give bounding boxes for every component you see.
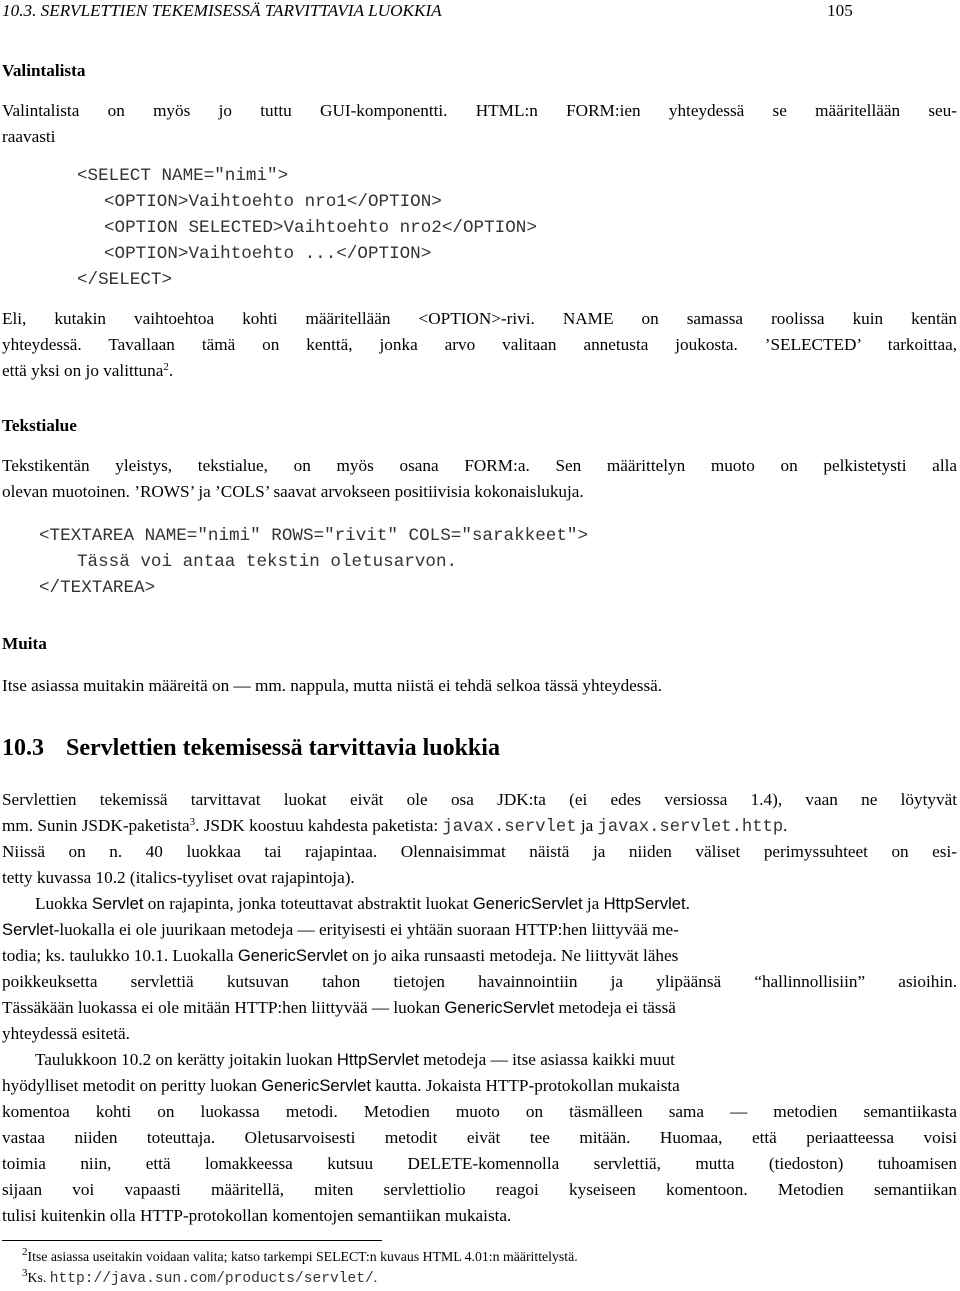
code-line: Tässä voi antaa tekstin oletusarvon. [77,552,458,572]
code-line: <OPTION>Vaihtoehto nro1</OPTION> [104,192,442,212]
text-line: raavasti [2,127,56,146]
text-line: Tekstikentän yleistys, tekstialue, on myös osana FORM:a. Sen määrittelyn muoto on pelkistetysti alla [2,456,957,475]
text-line: toimia niin, että lomakkeessa kutsuu DELETE-komennolla servlettiä, mutta (tiedoston) tuhoamisen [2,1154,957,1173]
text-fragment: että yksi on jo valittuna [2,361,164,380]
text-fragment: metodeja ei tässä [554,998,676,1017]
text-line [2,309,957,329]
text-fragment: mm. Sunin JSDK-paketista [2,816,190,835]
class-name: GenericServlet [237,946,348,965]
header-section-title: 10.3. SERVLETTIEN TEKEMISESSÄ TARVITTAVIA LUOKKIA [2,1,442,20]
text-line: sijaan voi vapaasti määritellä, miten servlettiolio reagoi kyseiseen komentoon. Metodien semantiikan [2,1180,957,1199]
text-line: yhteydessä esitetä. [2,1024,130,1043]
text-line [2,335,957,355]
code-line: <TEXTAREA NAME="nimi" ROWS="rivit" COLS="sarakkeet"> [39,526,589,546]
text-fragment: . [783,816,788,835]
code-line: <SELECT NAME="nimi"> [77,166,289,186]
text-fragment: . [168,361,174,380]
text-line: Servlettien tekemissä tarvittavat luokat eivät ole osa JDK:ta (ei edes versiossa 1.4), vaan ne löytyvät [2,790,957,809]
class-name: HttpServlet [603,894,686,913]
class-name: GenericServlet [472,894,583,913]
text-line [2,1076,680,1096]
footnote-ref: 2 [163,361,169,373]
text-line: Eli, kutakin vaihtoehtoa kohti määritellään <OPTION>-rivi. NAME on samassa roolissa kuin kentän [2,309,957,328]
heading-valintalista: Valintalista [2,61,86,80]
class-name: GenericServlet [444,998,555,1017]
text-fragment: ja [582,894,604,913]
page-number: 105 [827,1,853,20]
footnote-text: Itse asiassa useitakin voidaan valita; katso tarkempi SELECT:n kuvaus HTML 4.01:n määrittelystä. [27,1249,578,1264]
text-line: tetty kuvassa 10.2 (italics-tyyliset ovat rajapintoja). [2,868,355,887]
section-heading [2,734,500,762]
text-line: poikkeuksetta servlettiä kutsuvan tahon tietojen havainnointiin ja ylipäänsä “hallinnollisiin” asioihin. [2,972,957,991]
text-line [2,790,957,810]
text-line [2,946,678,966]
footnote-text: Ks. [27,1270,50,1285]
text-fragment: . [685,894,690,913]
text-fragment: Tässäkään luokassa ei ole mitään HTTP:hen liittyvää — luokan [2,998,445,1017]
class-name: GenericServlet [261,1076,371,1095]
footnote-text: . [373,1270,378,1285]
footnote-mark: 3 [22,1267,28,1279]
footnote-mark: 2 [22,1246,28,1258]
text-line: olevan muotoinen. ’ROWS’ ja ’COLS’ saavat arvokseen positiivisia kokonaislukuja. [2,482,584,501]
text-fragment: hyödylliset metodit on peritty luokan [2,1076,262,1095]
text-fragment: metodeja — itse asiassa kaikki muut [419,1050,675,1069]
package-name: javax.servlet.http [597,818,784,837]
class-name: Servlet [2,920,54,939]
text-line: Niissä on n. 40 luokkaa tai rajapintaa. Olennaisimmat näistä ja niiden väliset perimyssuhteet on esi- [2,842,957,861]
text-line [2,361,173,381]
heading-tekstialue: Tekstialue [2,416,77,435]
text-fragment: on jo aika runsaasti metodeja. Ne liittyvät lähes [347,946,679,965]
text-fragment: -luokalla ei ole juurikaan metodeja — erityisesti ei yhtään suoraan HTTP:hen liittyvää me- [53,920,679,939]
valintalista-intro [2,101,957,121]
heading-muita: Muita [2,634,47,653]
footnote-ref: 3 [189,816,196,828]
text-fragment: ja [576,816,598,835]
text-line: yhteydessä. Tavallaan tämä on kenttä, jonka arvo valitaan annetusta joukosta. ’SELECTED’ tarkoittaa, [2,335,957,354]
running-header [2,1,957,21]
text-line: vastaa niiden toteuttaja. Oletusarvoisesti metodit eivät tee mitään. Huomaa, että periaatteessa voisi [2,1128,957,1147]
footnote-2 [22,1246,578,1265]
text-line [2,1102,957,1122]
text-fragment: todia; ks. taulukko 10.1. Luokalla [2,946,238,965]
section-number: 10.3 [2,735,44,761]
text-fragment: kautta. Jokaista HTTP-protokollan mukaista [370,1076,680,1095]
text-line [2,1154,957,1174]
footnote-url[interactable]: http://java.sun.com/products/servlet/ [49,1271,374,1287]
footnote-3 [22,1267,378,1287]
text-fragment: Luokka [35,894,92,913]
text-fragment: Taulukkoon 10.2 on kerätty joitakin luokan [35,1050,337,1069]
text-line [2,1128,957,1148]
text-line: tulisi kuitenkin olla HTTP-protokollan komentojen semantiikan mukaista. [2,1206,512,1225]
text-line: Itse asiassa muitakin määreitä on — mm. nappula, mutta niistä ei tehdä selkoa tässä yhteydessä. [2,676,663,695]
code-line: </SELECT> [77,270,173,290]
code-line: <OPTION>Vaihtoehto ...</OPTION> [104,244,432,264]
text-line [2,972,957,992]
text-line [2,1180,957,1200]
text-line [2,842,957,862]
text-fragment: . JSDK koostuu kahdesta paketista: [195,816,443,835]
footnote-rule [2,1240,382,1241]
text-line [2,456,957,476]
class-name: Servlet [91,894,144,913]
text-line [2,816,787,838]
package-name: javax.servlet [442,818,577,837]
text-line: komentoa kohti on luokassa metodi. Metodien muoto on täsmälleen sama — metodien semantiikasta [2,1102,957,1121]
code-line: </TEXTAREA> [39,578,156,598]
code-line: <OPTION SELECTED>Vaihtoehto nro2</OPTION> [104,218,537,238]
text-line [2,998,676,1018]
class-name: HttpServlet [336,1050,419,1069]
text-fragment: on rajapinta, jonka toteuttavat abstraktit luokat [143,894,473,913]
text-line [35,894,690,914]
text-line [35,1050,675,1070]
text-line [2,920,679,940]
section-title: Servlettien tekemisessä tarvittavia luokkia [66,735,500,761]
text-line: Valintalista on myös jo tuttu GUI-komponentti. HTML:n FORM:ien yhteydessä se määritellään seu- [2,101,957,120]
